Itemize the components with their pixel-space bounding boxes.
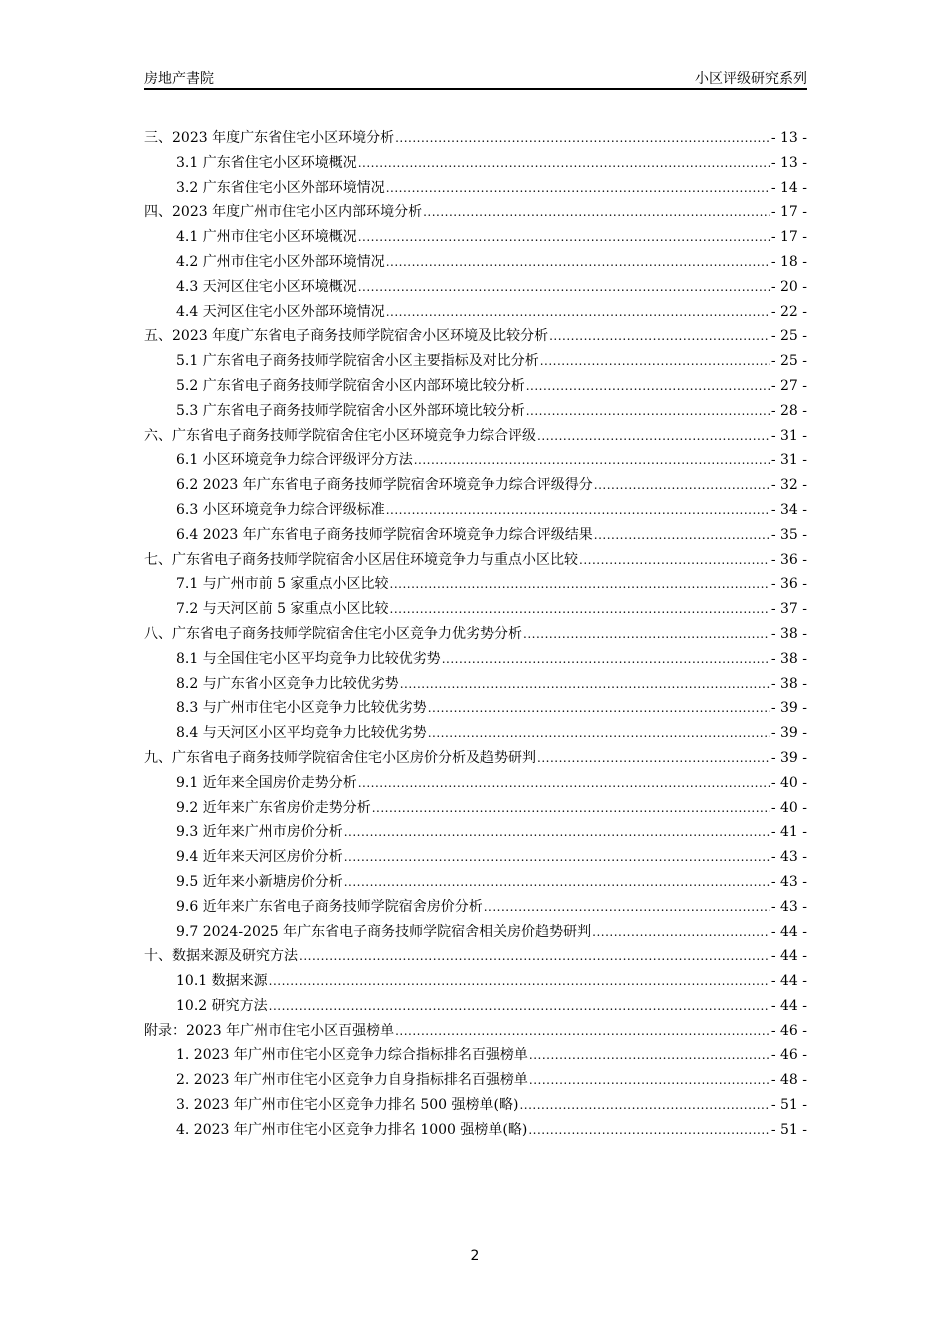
toc-entry-page: - 43 - — [770, 873, 807, 890]
toc-dot-leader — [299, 944, 770, 969]
toc-entry-title: 6.1 小区环境竞争力综合评级评分方法 — [176, 452, 413, 469]
toc-entry-title: 3.2 广东省住宅小区外部环境情况 — [176, 179, 385, 196]
toc-chapter-entry[interactable] — [144, 622, 807, 647]
toc-entry-page: - 13 - — [770, 154, 807, 171]
toc-dot-leader — [358, 771, 770, 796]
toc-entry-title: 3.1 广东省住宅小区环境概况 — [176, 154, 357, 171]
toc-section-entry[interactable] — [144, 920, 807, 945]
toc-entry-page: - 25 - — [770, 353, 807, 370]
toc-section-entry[interactable] — [144, 1118, 807, 1143]
toc-dot-leader — [594, 523, 770, 548]
toc-section-entry[interactable] — [144, 796, 807, 821]
toc-entry-title: 5.2 广东省电子商务技师学院宿舍小区内部环境比较分析 — [176, 377, 525, 394]
toc-entry-page: - 27 - — [770, 377, 807, 394]
toc-entry-title: 10.1 数据来源 — [176, 973, 268, 990]
toc-entry-title: 十、数据来源及研究方法 — [144, 948, 298, 965]
toc-entry-page: - 31 - — [770, 452, 807, 469]
toc-dot-leader — [386, 176, 770, 201]
toc-dot-leader — [537, 424, 770, 449]
toc-section-entry[interactable] — [144, 969, 807, 994]
toc-entry-page: - 44 - — [770, 973, 807, 990]
toc-dot-leader — [529, 1043, 770, 1068]
header-left-title: 房地产書院 — [144, 71, 214, 87]
toc-entry-page: - 44 - — [770, 948, 807, 965]
toc-section-entry[interactable] — [144, 994, 807, 1019]
toc-chapter-entry[interactable] — [144, 200, 807, 225]
toc-entry-page: - 13 - — [770, 130, 807, 146]
toc-section-entry[interactable] — [144, 473, 807, 498]
toc-entry-title: 九、广东省电子商务技师学院宿舍住宅小区房价分析及趋势研判 — [144, 749, 536, 766]
toc-section-entry[interactable] — [144, 820, 807, 845]
toc-section-entry[interactable] — [144, 349, 807, 374]
toc-section-entry[interactable] — [144, 151, 807, 176]
toc-entry-title: 3. 2023 年广州市住宅小区竞争力排名 500 强榜单(略) — [176, 1097, 519, 1114]
toc-dot-leader — [579, 548, 770, 573]
toc-entry-title: 9.2 近年来广东省房价走势分析 — [176, 799, 371, 816]
toc-entry-page: - 36 - — [770, 576, 807, 593]
toc-section-entry[interactable] — [144, 250, 807, 275]
toc-dot-leader — [344, 845, 770, 870]
toc-entry-title: 9.7 2024-2025 年广东省电子商务技师学院宿舍相关房价趋势研判 — [176, 923, 592, 940]
toc-entry-title: 八、广东省电子商务技师学院宿舍住宅小区竞争力优劣势分析 — [144, 625, 522, 642]
toc-entry-title: 8.2 与广东省小区竞争力比较优劣势 — [176, 675, 399, 692]
toc-entry-page: - 17 - — [770, 204, 807, 221]
toc-chapter-entry[interactable] — [144, 424, 807, 449]
toc-entry-page: - 38 - — [770, 625, 807, 642]
toc-dot-leader — [358, 151, 770, 176]
toc-entry-title: 6.3 小区环境竞争力综合评级标准 — [176, 501, 385, 518]
toc-dot-leader — [428, 696, 770, 721]
toc-chapter-entry[interactable] — [144, 1019, 807, 1044]
toc-entry-title: 2. 2023 年广州市住宅小区竞争力自身指标排名百强榜单 — [176, 1072, 528, 1089]
toc-entry-page: - 44 - — [770, 923, 807, 940]
toc-entry-title: 七、广东省电子商务技师学院宿舍小区居住环境竞争力与重点小区比较 — [144, 551, 578, 568]
toc-entry-page: - 51 - — [770, 1097, 807, 1114]
toc-entry-title: 附录：2023 年广州市住宅小区百强榜单 — [144, 1022, 395, 1039]
toc-chapter-entry[interactable] — [144, 126, 807, 151]
toc-entry-title: 10.2 研究方法 — [176, 997, 268, 1014]
toc-entry-title: 9.4 近年来天河区房价分析 — [176, 849, 343, 866]
toc-section-entry[interactable] — [144, 399, 807, 424]
toc-section-entry[interactable] — [144, 300, 807, 325]
toc-entry-page: - 18 - — [770, 253, 807, 270]
toc-dot-leader — [529, 1068, 770, 1093]
toc-dot-leader — [423, 200, 770, 225]
toc-entry-page: - 17 - — [770, 229, 807, 246]
toc-entry-title: 4.1 广州市住宅小区环境概况 — [176, 229, 357, 246]
toc-dot-leader — [386, 300, 770, 325]
toc-dot-leader — [414, 448, 770, 473]
toc-entry-page: - 43 - — [770, 898, 807, 915]
toc-dot-leader — [358, 275, 770, 300]
toc-entry-page: - 39 - — [770, 725, 807, 742]
toc-dot-leader — [523, 622, 770, 647]
toc-section-entry[interactable] — [144, 721, 807, 746]
toc-entry-title: 9.6 近年来广东省电子商务技师学院宿舍房价分析 — [176, 898, 483, 915]
toc-dot-leader — [390, 572, 770, 597]
toc-entry-page: - 41 - — [770, 824, 807, 841]
toc-entry-title: 4.4 天河区住宅小区外部环境情况 — [176, 303, 385, 320]
toc-entry-title: 1. 2023 年广州市住宅小区竞争力综合指标排名百强榜单 — [176, 1047, 528, 1064]
toc-entry-page: - 20 - — [770, 278, 807, 295]
toc-entry-page: - 25 - — [770, 328, 807, 345]
table-of-contents — [144, 126, 807, 1143]
toc-section-entry[interactable] — [144, 771, 807, 796]
toc-dot-leader — [386, 498, 770, 523]
toc-entry-title: 4.3 天河区住宅小区环境概况 — [176, 278, 357, 295]
toc-entry-title: 三、2023 年度广东省住宅小区环境分析 — [144, 130, 395, 146]
toc-section-entry[interactable] — [144, 498, 807, 523]
toc-section-entry[interactable] — [144, 1043, 807, 1068]
toc-dot-leader — [484, 895, 770, 920]
toc-entry-title: 5.1 广东省电子商务技师学院宿舍小区主要指标及对比分析 — [176, 353, 539, 370]
toc-entry-page: - 35 - — [770, 526, 807, 543]
toc-section-entry[interactable] — [144, 1068, 807, 1093]
toc-chapter-entry[interactable] — [144, 944, 807, 969]
toc-entry-page: - 46 - — [770, 1047, 807, 1064]
toc-section-entry[interactable] — [144, 895, 807, 920]
toc-section-entry[interactable] — [144, 523, 807, 548]
toc-dot-leader — [358, 225, 770, 250]
toc-entry-page: - 39 - — [770, 749, 807, 766]
toc-section-entry[interactable] — [144, 647, 807, 672]
toc-dot-leader — [344, 820, 770, 845]
toc-dot-leader — [592, 920, 770, 945]
toc-entry-title: 7.1 与广州市前 5 家重点小区比较 — [176, 576, 389, 593]
toc-entry-page: - 44 - — [770, 997, 807, 1014]
toc-dot-leader — [395, 1019, 770, 1044]
toc-chapter-entry[interactable] — [144, 548, 807, 573]
toc-dot-leader — [400, 672, 770, 697]
toc-dot-leader — [428, 721, 770, 746]
toc-dot-leader — [372, 796, 770, 821]
toc-chapter-entry[interactable] — [144, 324, 807, 349]
toc-entry-page: - 39 - — [770, 700, 807, 717]
toc-entry-title: 5.3 广东省电子商务技师学院宿舍小区外部环境比较分析 — [176, 402, 525, 419]
toc-section-entry[interactable] — [144, 572, 807, 597]
toc-entry-page: - 36 - — [770, 551, 807, 568]
toc-dot-leader — [528, 1118, 769, 1143]
toc-entry-page: - 31 - — [770, 427, 807, 444]
toc-section-entry[interactable] — [144, 696, 807, 721]
toc-entry-title: 8.4 与天河区小区平均竞争力比较优劣势 — [176, 725, 427, 742]
toc-chapter-entry[interactable] — [144, 746, 807, 771]
toc-entry-page: - 28 - — [770, 402, 807, 419]
toc-section-entry[interactable] — [144, 597, 807, 622]
toc-section-entry[interactable] — [144, 448, 807, 473]
toc-dot-leader — [442, 647, 770, 672]
toc-entry-title: 4.2 广州市住宅小区外部环境情况 — [176, 253, 385, 270]
toc-entry-page: - 22 - — [770, 303, 807, 320]
toc-section-entry[interactable] — [144, 845, 807, 870]
toc-dot-leader — [390, 597, 770, 622]
toc-section-entry[interactable] — [144, 275, 807, 300]
toc-entry-page: - 43 - — [770, 849, 807, 866]
toc-dot-leader — [269, 969, 770, 994]
toc-entry-page: - 40 - — [770, 774, 807, 791]
page-number: 2 — [470, 1248, 480, 1264]
toc-dot-leader — [395, 126, 770, 151]
toc-entry-title: 六、广东省电子商务技师学院宿舍住宅小区环境竞争力综合评级 — [144, 427, 536, 444]
toc-entry-page: - 51 - — [770, 1121, 807, 1138]
toc-entry-title: 6.2 2023 年广东省电子商务技师学院宿舍环境竞争力综合评级得分 — [176, 477, 593, 494]
toc-entry-title: 6.4 2023 年广东省电子商务技师学院宿舍环境竞争力综合评级结果 — [176, 526, 593, 543]
toc-entry-title: 9.5 近年来小新塘房价分析 — [176, 873, 343, 890]
toc-entry-title: 7.2 与天河区前 5 家重点小区比较 — [176, 601, 389, 618]
toc-entry-page: - 14 - — [770, 179, 807, 196]
toc-entry-title: 4. 2023 年广州市住宅小区竞争力排名 1000 强榜单(略) — [176, 1121, 528, 1138]
toc-entry-page: - 38 - — [770, 675, 807, 692]
toc-entry-page: - 46 - — [770, 1022, 807, 1039]
toc-entry-title: 四、2023 年度广州市住宅小区内部环境分析 — [144, 204, 423, 221]
header-right-title: 小区评级研究系列 — [695, 71, 807, 87]
toc-dot-leader — [526, 399, 770, 424]
toc-dot-leader — [594, 473, 770, 498]
toc-section-entry[interactable] — [144, 176, 807, 201]
toc-dot-leader — [540, 349, 770, 374]
page-header — [144, 68, 807, 90]
toc-entry-title: 8.3 与广州市住宅小区竞争力比较优劣势 — [176, 700, 427, 717]
toc-entry-title: 9.3 近年来广州市房价分析 — [176, 824, 343, 841]
header-divider — [144, 88, 807, 90]
toc-entry-page: - 32 - — [770, 477, 807, 494]
toc-entry-page: - 34 - — [770, 501, 807, 518]
toc-dot-leader — [269, 994, 770, 1019]
toc-section-entry[interactable] — [144, 1093, 807, 1118]
toc-entry-title: 五、2023 年度广东省电子商务技师学院宿舍小区环境及比较分析 — [144, 328, 549, 345]
toc-dot-leader — [344, 870, 770, 895]
toc-dot-leader — [526, 374, 770, 399]
toc-dot-leader — [537, 746, 770, 771]
toc-entry-title: 8.1 与全国住宅小区平均竞争力比较优劣势 — [176, 650, 441, 667]
toc-section-entry[interactable] — [144, 374, 807, 399]
toc-entry-page: - 48 - — [770, 1072, 807, 1089]
toc-entry-title: 9.1 近年来全国房价走势分析 — [176, 774, 357, 791]
toc-entry-page: - 37 - — [770, 601, 807, 618]
toc-section-entry[interactable] — [144, 870, 807, 895]
toc-section-entry[interactable] — [144, 672, 807, 697]
toc-dot-leader — [519, 1093, 769, 1118]
toc-dot-leader — [386, 250, 770, 275]
toc-entry-page: - 40 - — [770, 799, 807, 816]
toc-dot-leader — [549, 324, 770, 349]
toc-section-entry[interactable] — [144, 225, 807, 250]
toc-entry-page: - 38 - — [770, 650, 807, 667]
